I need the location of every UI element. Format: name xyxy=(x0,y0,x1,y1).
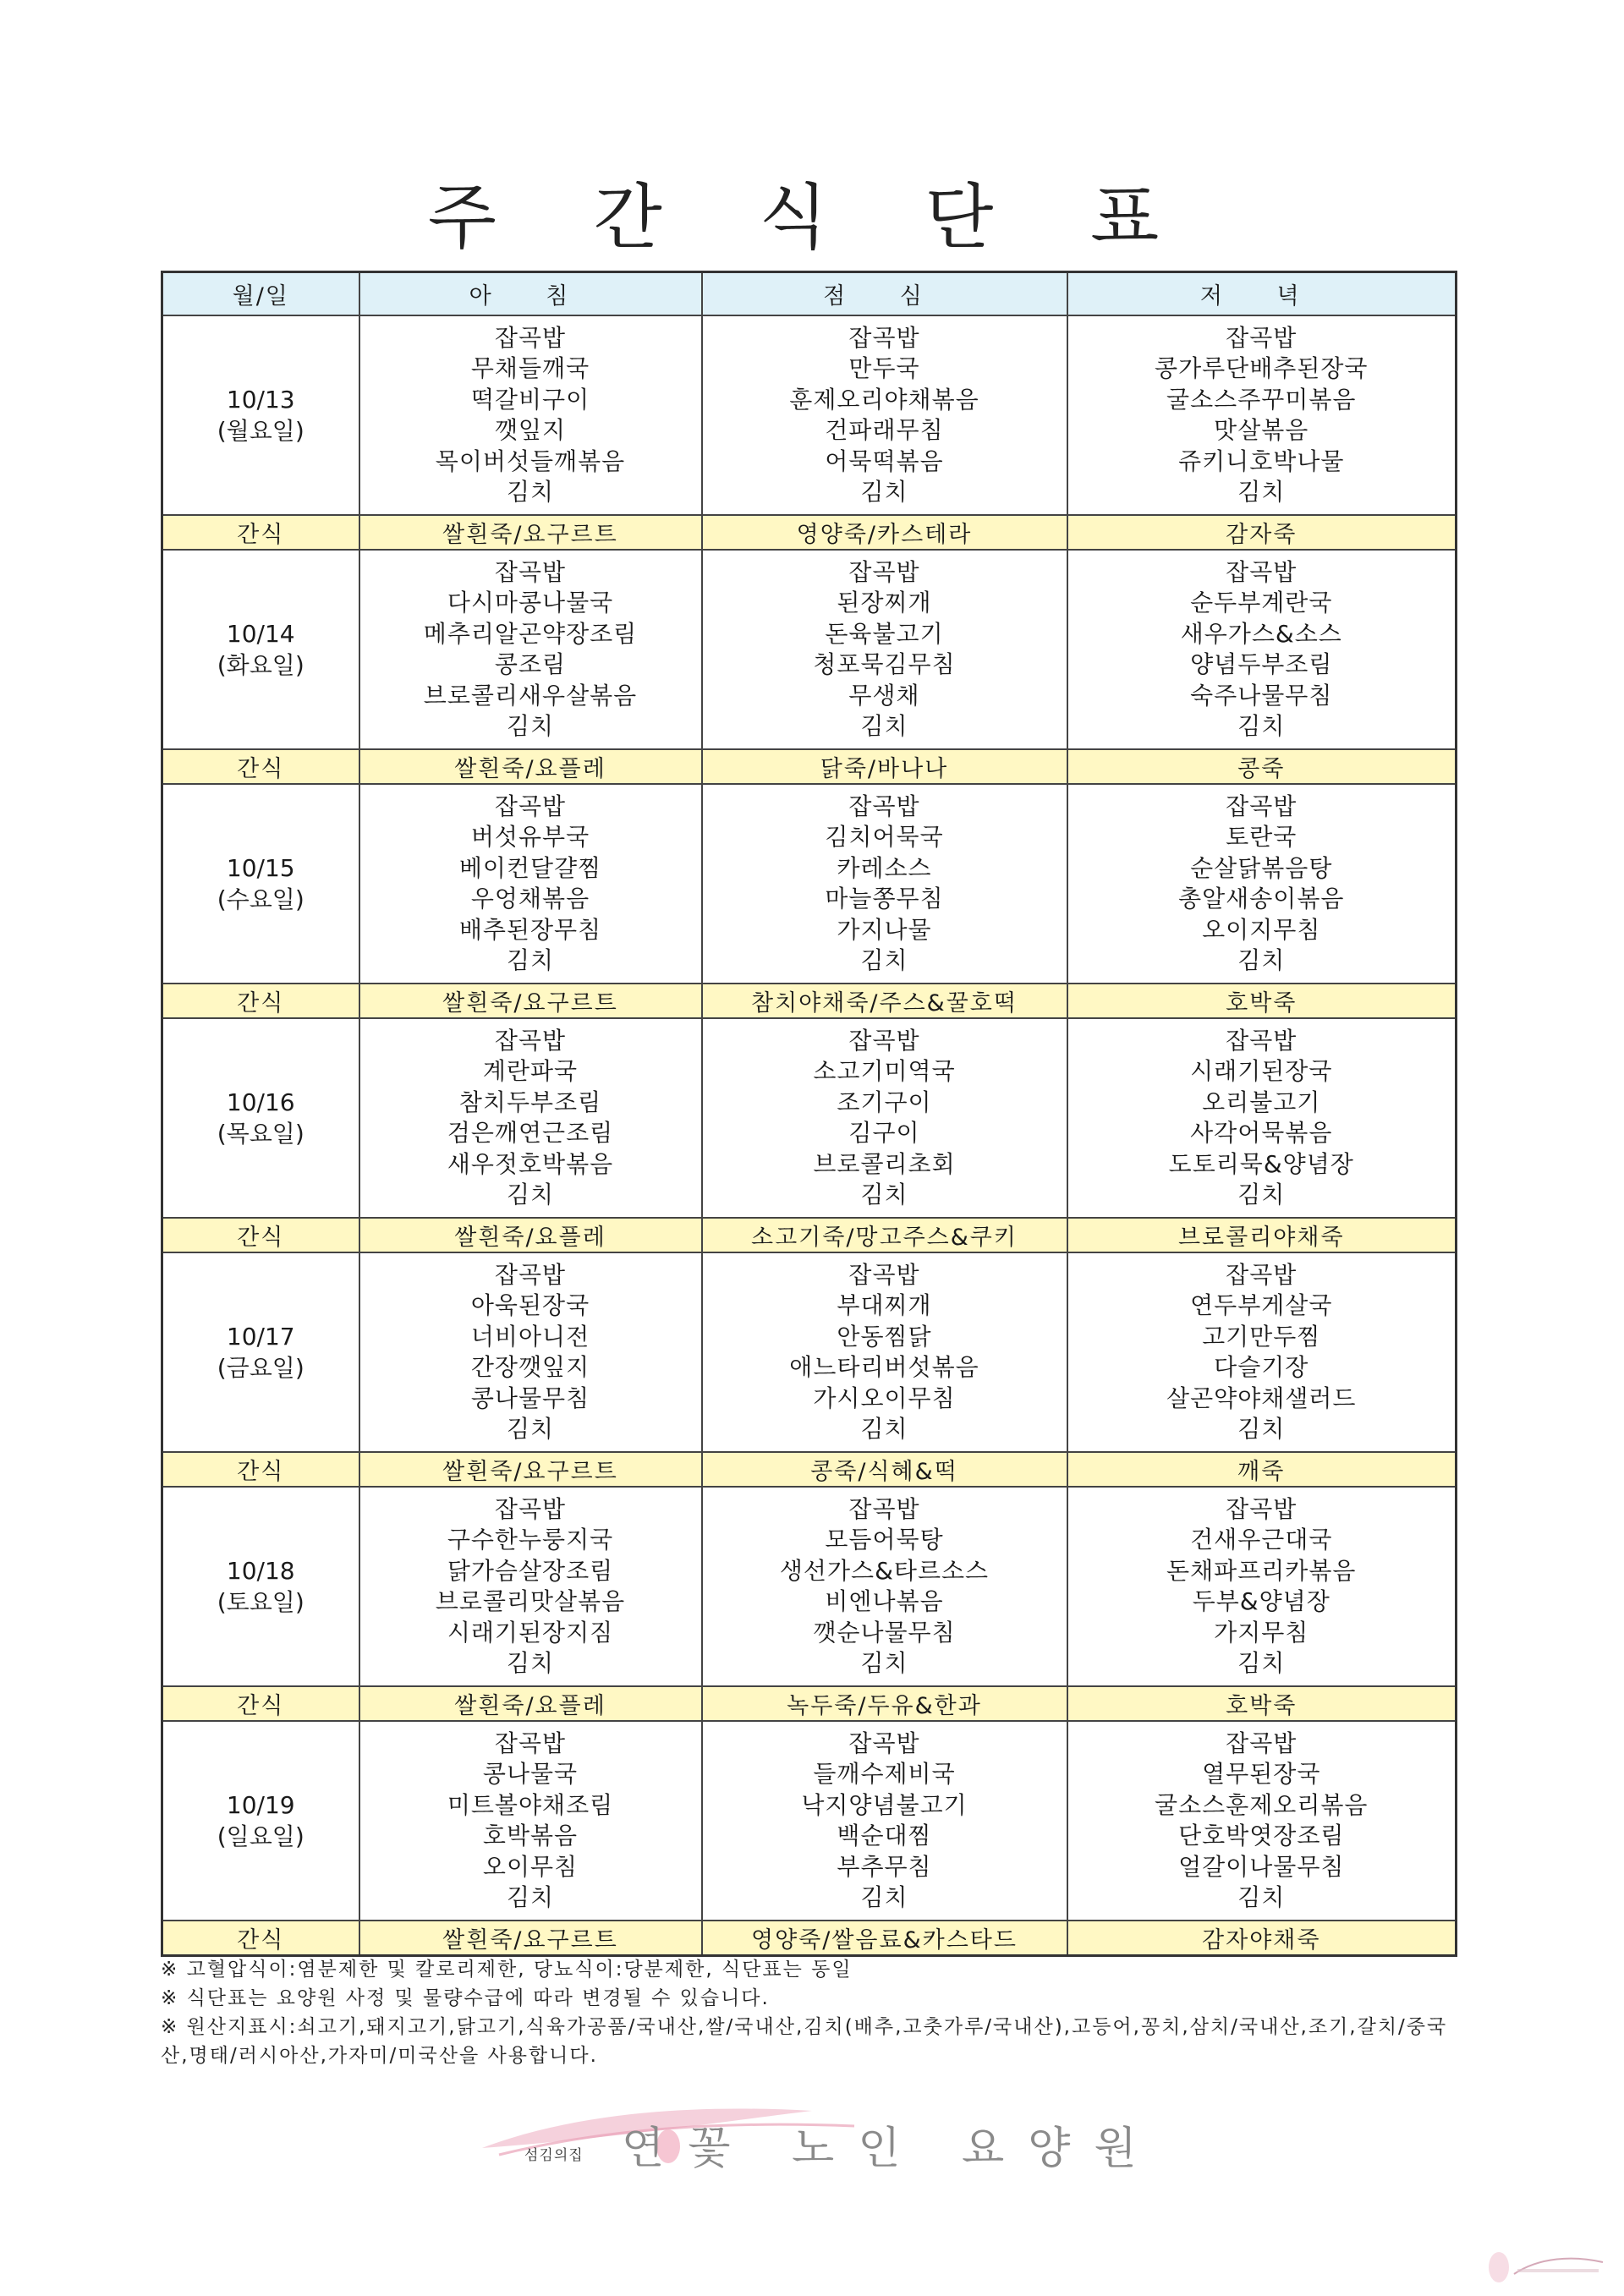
menu-item: 고기만두찜 xyxy=(1202,1322,1321,1351)
column-header-breakfast: 아 침 xyxy=(359,272,702,316)
menu-item: 호박볶음 xyxy=(482,1822,579,1849)
menu-item: 굴소스주꾸미볶음 xyxy=(1166,385,1357,414)
snack-row xyxy=(162,984,1457,1018)
snack-label: 간식 xyxy=(162,1218,359,1252)
dinner-cell xyxy=(1067,1018,1457,1218)
dinner-cell xyxy=(1067,550,1457,749)
menu-item: 부대찌개 xyxy=(837,1291,932,1319)
menu-item: 김치 xyxy=(1237,1415,1286,1443)
snack-label: 간식 xyxy=(162,1452,359,1487)
date-cell xyxy=(162,784,359,984)
breakfast-menu-list xyxy=(360,1729,701,1914)
menu-item: 숙주나물무침 xyxy=(1190,681,1333,710)
weekday-text: (목요일) xyxy=(217,1120,304,1148)
menu-item: 잡곡밥 xyxy=(848,557,920,586)
menu-item: 순살닭볶음탕 xyxy=(1190,853,1333,882)
menu-item: 소고기미역국 xyxy=(813,1057,956,1085)
snack-breakfast: 쌀흰죽/요플레 xyxy=(359,1686,702,1721)
snack-breakfast: 쌀흰죽/요구르트 xyxy=(359,1921,702,1956)
menu-item: 잡곡밥 xyxy=(1226,1026,1298,1055)
menu-item: 잡곡밥 xyxy=(848,1026,920,1055)
menu-item: 시래기된장지짐 xyxy=(447,1618,614,1647)
menu-item: 브로콜리맛살볶음 xyxy=(435,1587,626,1615)
note-diet: ※ 고혈압식이:염분제한 및 칼로리제한, 당뇨식이:당분제한, 식단표는 동일 xyxy=(161,1959,853,1981)
page-title: 주 간 식 단 표 xyxy=(427,176,1197,259)
menu-item: 토란국 xyxy=(1226,823,1298,851)
menu-item: 김치 xyxy=(860,946,908,974)
menu-item: 살곤약야채샐러드 xyxy=(1166,1384,1357,1412)
lunch-menu-list xyxy=(703,792,1067,977)
lunch-menu-list xyxy=(703,1260,1067,1445)
weekly-menu-table xyxy=(161,271,1457,1957)
weekday-text: (수요일) xyxy=(217,885,304,913)
day-row xyxy=(162,784,1457,984)
menu-item: 버섯유부국 xyxy=(470,823,590,851)
menu-item: 도토리묵&양념장 xyxy=(1168,1149,1354,1178)
snack-breakfast: 쌀흰죽/요구르트 xyxy=(359,515,702,550)
breakfast-cell xyxy=(359,1487,702,1686)
menu-item: 콩가루단배추된장국 xyxy=(1155,354,1369,382)
lunch-cell xyxy=(702,1487,1067,1686)
lunch-menu-list xyxy=(703,1026,1067,1211)
menu-item: 잡곡밥 xyxy=(1226,792,1298,820)
date-cell xyxy=(162,550,359,749)
menu-item: 총알새송이볶음 xyxy=(1178,885,1345,912)
snack-row xyxy=(162,1452,1457,1487)
dinner-menu-list xyxy=(1068,1026,1456,1211)
day-row xyxy=(162,1018,1457,1218)
menu-item: 잡곡밥 xyxy=(1226,557,1298,586)
menu-item: 새우젓호박볶음 xyxy=(447,1149,614,1178)
menu-item: 오이지무침 xyxy=(1202,915,1321,944)
breakfast-cell xyxy=(359,550,702,749)
snack-lunch: 영양죽/쌀음료&카스타드 xyxy=(702,1921,1067,1956)
menu-item: 맛살볶음 xyxy=(1214,416,1309,444)
menu-item: 김치 xyxy=(860,1883,908,1911)
menu-item: 김치 xyxy=(506,1181,555,1208)
lunch-menu-list xyxy=(703,557,1067,743)
menu-item: 만두국 xyxy=(848,354,920,382)
weekday-text: (금요일) xyxy=(217,1354,304,1382)
dinner-cell xyxy=(1067,1487,1457,1686)
menu-item: 김치 xyxy=(506,1415,555,1443)
date-text: 10/13 xyxy=(226,386,295,414)
menu-item: 잡곡밥 xyxy=(494,792,567,820)
menu-item: 김치 xyxy=(506,946,555,974)
menu-item: 잡곡밥 xyxy=(494,1729,567,1757)
corner-lotus-icon xyxy=(1480,2240,1607,2291)
lunch-cell xyxy=(702,315,1067,515)
weekday-text: (월요일) xyxy=(217,417,304,445)
menu-item: 김치 xyxy=(1237,1649,1286,1677)
snack-row xyxy=(162,749,1457,784)
dinner-menu-list xyxy=(1068,1494,1456,1680)
lunch-menu-list xyxy=(703,323,1067,508)
lunch-cell xyxy=(702,1018,1067,1218)
menu-item: 계란파국 xyxy=(482,1057,579,1085)
footer-prefix: 섬김의집 xyxy=(524,2147,584,2164)
menu-item: 잡곡밥 xyxy=(848,1494,920,1523)
menu-item: 두부&양념장 xyxy=(1192,1587,1330,1615)
snack-label: 간식 xyxy=(162,1921,359,1956)
date-text: 10/15 xyxy=(226,854,295,882)
lunch-cell xyxy=(702,1252,1067,1452)
menu-item: 김구이 xyxy=(848,1119,920,1147)
snack-breakfast: 쌀흰죽/요플레 xyxy=(359,749,702,784)
breakfast-menu-list xyxy=(360,1494,701,1680)
menu-item: 굴소스훈제오리볶음 xyxy=(1155,1790,1369,1819)
menu-item: 마늘쫑무침 xyxy=(825,885,944,912)
menu-item: 청포묵김무침 xyxy=(813,650,956,678)
breakfast-cell xyxy=(359,784,702,984)
menu-item: 가지무침 xyxy=(1214,1618,1309,1647)
menu-item: 부추무침 xyxy=(837,1852,932,1881)
menu-item: 생선가스&타르소스 xyxy=(779,1556,990,1585)
menu-item: 돈채파프리카볶음 xyxy=(1166,1556,1357,1585)
dinner-menu-list xyxy=(1068,1260,1456,1445)
menu-item: 잡곡밥 xyxy=(848,323,920,352)
dinner-cell xyxy=(1067,1252,1457,1452)
menu-item: 콩나물국 xyxy=(482,1760,579,1788)
menu-item: 김치 xyxy=(506,712,555,740)
menu-item: 무생채 xyxy=(848,681,920,710)
menu-item: 오이무침 xyxy=(482,1852,579,1881)
menu-item: 브로콜리새우살볶음 xyxy=(423,681,638,710)
breakfast-menu-list xyxy=(360,323,701,508)
lunch-menu-list xyxy=(703,1494,1067,1680)
menu-item: 잡곡밥 xyxy=(848,1260,920,1289)
lunch-cell xyxy=(702,1721,1067,1921)
menu-item: 가시오이무침 xyxy=(813,1384,956,1412)
menu-item: 콩나물무침 xyxy=(470,1384,590,1412)
table-header-row xyxy=(162,272,1457,316)
date-cell xyxy=(162,1018,359,1218)
day-row xyxy=(162,1721,1457,1921)
menu-item: 조기구이 xyxy=(837,1088,932,1116)
snack-lunch: 소고기죽/망고주스&쿠키 xyxy=(702,1218,1067,1252)
menu-item: 김치 xyxy=(860,1415,908,1443)
menu-item: 닭가슴살장조림 xyxy=(447,1556,614,1585)
menu-item: 훈제오리야채볶음 xyxy=(789,385,979,414)
menu-item: 다슬기장 xyxy=(1214,1353,1309,1381)
menu-item: 사각어묵볶음 xyxy=(1190,1119,1333,1147)
menu-item: 너비아니전 xyxy=(470,1322,590,1351)
day-row xyxy=(162,1487,1457,1686)
snack-breakfast: 쌀흰죽/요구르트 xyxy=(359,984,702,1018)
menu-item: 잡곡밥 xyxy=(848,1729,920,1757)
menu-item: 김치 xyxy=(506,1883,555,1911)
breakfast-cell xyxy=(359,1252,702,1452)
snack-lunch: 콩죽/식혜&떡 xyxy=(702,1452,1067,1487)
column-header-dinner: 저 녁 xyxy=(1067,272,1457,316)
snack-label: 간식 xyxy=(162,749,359,784)
menu-item: 김치 xyxy=(1237,478,1286,506)
menu-item: 들깨수제비국 xyxy=(813,1760,956,1788)
dinner-cell xyxy=(1067,784,1457,984)
menu-item: 잡곡밥 xyxy=(848,792,920,820)
menu-item: 안동찜닭 xyxy=(837,1322,932,1351)
day-row xyxy=(162,550,1457,749)
menu-item: 베이컨달걀찜 xyxy=(458,853,602,882)
breakfast-menu-list xyxy=(360,1260,701,1445)
snack-lunch: 녹두죽/두유&한과 xyxy=(702,1686,1067,1721)
dinner-cell xyxy=(1067,1721,1457,1921)
breakfast-cell xyxy=(359,315,702,515)
date-text: 10/16 xyxy=(226,1088,295,1116)
menu-item: 검은깨연근조림 xyxy=(447,1119,614,1147)
snack-dinner: 깨죽 xyxy=(1067,1452,1457,1487)
menu-item: 잡곡밥 xyxy=(494,1494,567,1523)
menu-item: 무채들깨국 xyxy=(470,354,590,382)
notes-section xyxy=(161,1955,1463,2070)
menu-item: 메추리알곤약장조림 xyxy=(423,619,638,648)
menu-item: 미트볼야채조림 xyxy=(447,1790,614,1819)
footer-name: 연꽃 노인 요양원 xyxy=(622,2123,1160,2174)
snack-dinner: 콩죽 xyxy=(1067,749,1457,784)
menu-item: 애느타리버섯볶음 xyxy=(789,1353,979,1381)
breakfast-menu-list xyxy=(360,1026,701,1211)
menu-item: 우엉채볶음 xyxy=(470,885,590,912)
weekday-text: (화요일) xyxy=(217,651,304,679)
snack-lunch: 참치야채죽/주스&꿀호떡 xyxy=(702,984,1067,1018)
menu-item: 건새우근대국 xyxy=(1190,1526,1333,1553)
menu-item: 쥬키니호박나물 xyxy=(1178,447,1345,475)
menu-item: 시래기된장국 xyxy=(1190,1057,1333,1085)
menu-item: 단호박엿장조림 xyxy=(1178,1822,1345,1849)
note-origin: ※ 원산지표시:쇠고기,돼지고기,닭고기,식육가공품/국내산,쌀/국내산,김치(배추,고춧가루/국내산),고등어,꽁치,삼치/국내산,조기,갈치/중국산,명태/러시아산,가자미/미국산을 사용합니다. xyxy=(161,2016,1448,2067)
snack-label: 간식 xyxy=(162,515,359,550)
dinner-menu-list xyxy=(1068,1729,1456,1914)
date-text: 10/18 xyxy=(226,1557,295,1585)
weekday-text: (토요일) xyxy=(217,1588,304,1616)
menu-item: 목이버섯들깨볶음 xyxy=(435,447,626,475)
date-cell xyxy=(162,1721,359,1921)
column-header-date: 월/일 xyxy=(162,272,359,316)
snack-dinner: 호박죽 xyxy=(1067,984,1457,1018)
breakfast-menu-list xyxy=(360,792,701,977)
menu-item: 새우가스&소스 xyxy=(1180,619,1342,648)
menu-item: 구수한누룽지국 xyxy=(447,1526,614,1553)
menu-item: 떡갈비구이 xyxy=(470,385,590,414)
menu-item: 잡곡밥 xyxy=(1226,1494,1298,1523)
snack-breakfast: 쌀흰죽/요구르트 xyxy=(359,1452,702,1487)
menu-item: 낙지양념불고기 xyxy=(801,1790,968,1819)
date-cell xyxy=(162,1487,359,1686)
menu-item: 브로콜리초회 xyxy=(813,1149,956,1178)
snack-dinner: 감자야채죽 xyxy=(1067,1921,1457,1956)
snack-row xyxy=(162,515,1457,550)
menu-item: 양념두부조림 xyxy=(1190,650,1333,678)
snack-label: 간식 xyxy=(162,1686,359,1721)
date-text: 10/17 xyxy=(226,1323,295,1351)
menu-item: 간장깻잎지 xyxy=(470,1353,590,1381)
date-cell xyxy=(162,315,359,515)
weekday-text: (일요일) xyxy=(217,1822,304,1850)
dinner-menu-list xyxy=(1068,323,1456,508)
menu-item: 김치 xyxy=(506,1649,555,1677)
menu-item: 아욱된장국 xyxy=(470,1291,590,1319)
menu-item: 김치 xyxy=(1237,1883,1286,1911)
breakfast-cell xyxy=(359,1018,702,1218)
menu-item: 돈육불고기 xyxy=(825,619,944,648)
snack-dinner: 감자죽 xyxy=(1067,515,1457,550)
menu-item: 잡곡밥 xyxy=(1226,1729,1298,1757)
menu-item: 김치 xyxy=(506,478,555,506)
menu-item: 다시마콩나물국 xyxy=(447,589,614,616)
breakfast-cell xyxy=(359,1721,702,1921)
menu-item: 김치어묵국 xyxy=(825,823,944,851)
menu-item: 김치 xyxy=(1237,712,1286,740)
snack-dinner: 브로콜리야채죽 xyxy=(1067,1218,1457,1252)
menu-item: 건파래무침 xyxy=(825,416,944,444)
dinner-menu-list xyxy=(1068,557,1456,743)
menu-item: 카레소스 xyxy=(837,853,932,882)
menu-item: 참치두부조림 xyxy=(458,1088,602,1116)
date-text: 10/19 xyxy=(226,1791,295,1819)
menu-item: 김치 xyxy=(1237,946,1286,974)
snack-row xyxy=(162,1686,1457,1721)
nursing-home-logo xyxy=(474,2096,1160,2189)
menu-item: 열무된장국 xyxy=(1202,1760,1321,1788)
menu-item: 잡곡밥 xyxy=(1226,1260,1298,1289)
lunch-cell xyxy=(702,550,1067,749)
breakfast-menu-list xyxy=(360,557,701,743)
menu-item: 김치 xyxy=(1237,1181,1286,1208)
date-cell xyxy=(162,1252,359,1452)
snack-label: 간식 xyxy=(162,984,359,1018)
menu-item: 모듬어묵탕 xyxy=(825,1526,944,1553)
column-header-lunch: 점 심 xyxy=(702,272,1067,316)
menu-table-body xyxy=(162,315,1457,1956)
snack-dinner: 호박죽 xyxy=(1067,1686,1457,1721)
menu-item: 김치 xyxy=(860,712,908,740)
snack-breakfast: 쌀흰죽/요플레 xyxy=(359,1218,702,1252)
menu-item: 잡곡밥 xyxy=(494,1260,567,1289)
lunch-menu-list xyxy=(703,1729,1067,1914)
menu-item: 김치 xyxy=(860,1649,908,1677)
lunch-cell xyxy=(702,784,1067,984)
dinner-menu-list xyxy=(1068,792,1456,977)
menu-item: 가지나물 xyxy=(837,915,932,944)
menu-item: 오리불고기 xyxy=(1202,1088,1321,1116)
menu-item: 연두부게살국 xyxy=(1190,1291,1333,1319)
day-row xyxy=(162,1252,1457,1452)
menu-item: 배추된장무침 xyxy=(458,915,602,944)
menu-item: 백순대찜 xyxy=(837,1822,932,1849)
menu-item: 순두부계란국 xyxy=(1190,589,1333,616)
snack-lunch: 닭죽/바나나 xyxy=(702,749,1067,784)
menu-item: 김치 xyxy=(860,478,908,506)
menu-item: 깻순나물무침 xyxy=(813,1618,956,1647)
date-text: 10/14 xyxy=(226,620,295,648)
menu-item: 어묵떡볶음 xyxy=(825,447,944,475)
menu-item: 얼갈이나물무침 xyxy=(1178,1852,1345,1881)
note-change: ※ 식단표는 요양원 사정 및 물량수급에 따라 변경될 수 있습니다. xyxy=(161,1987,770,2009)
menu-item: 콩조림 xyxy=(494,650,567,678)
menu-item: 된장찌개 xyxy=(837,589,932,616)
menu-item: 깻잎지 xyxy=(494,416,567,444)
menu-item: 잡곡밥 xyxy=(1226,323,1298,352)
snack-row xyxy=(162,1218,1457,1252)
dinner-cell xyxy=(1067,315,1457,515)
menu-item: 김치 xyxy=(860,1181,908,1208)
day-row xyxy=(162,315,1457,515)
snack-lunch: 영양죽/카스테라 xyxy=(702,515,1067,550)
menu-item: 잡곡밥 xyxy=(494,1026,567,1055)
menu-item: 비엔나볶음 xyxy=(825,1587,944,1615)
menu-item: 잡곡밥 xyxy=(494,323,567,352)
menu-item: 잡곡밥 xyxy=(494,557,567,586)
snack-row xyxy=(162,1921,1457,1956)
